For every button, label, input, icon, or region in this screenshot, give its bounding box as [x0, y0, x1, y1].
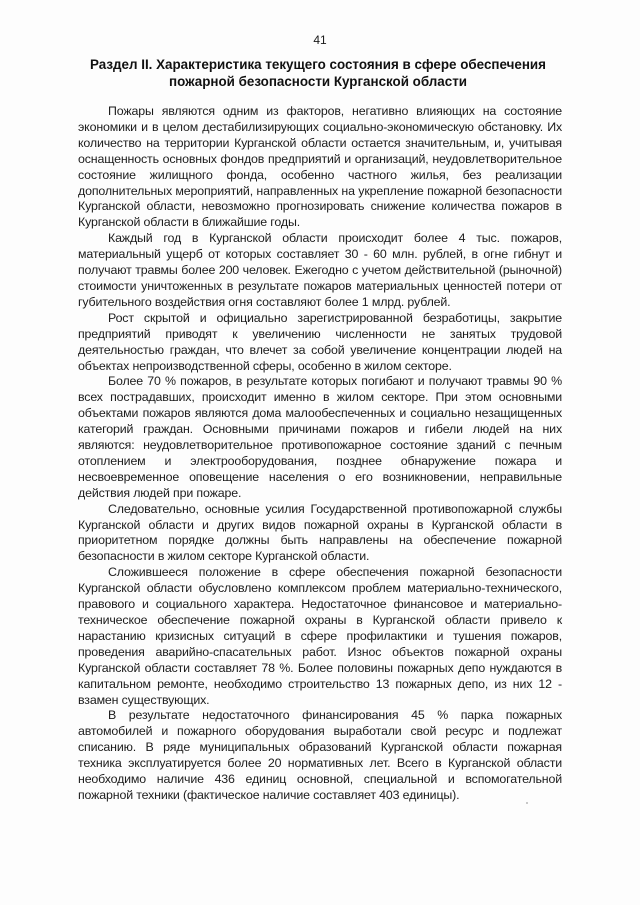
paragraph-5: Следовательно, основные усилия Государственной противопожарной службы Курганской области и других видов пожарной охраны в Курганской области в приоритетном порядке должны быть направлены на обеспечение пожарной безопасности в жилом секторе Курганской области.	[78, 501, 562, 564]
paragraph-4: Более 70 % пожаров, в результате которых погибают и получают травмы 90 % всех пострадавших, происходит именно в жилом секторе. При этом основными объектами пожаров являются дома малообеспеченных и социально незащищенных категорий граждан. Основными причинами пожаров и гибели людей на них являются: неудовлетворительное противопожарное состояние зданий с печным отоплением и электрооборудования, позднее обнаружение пожара и несвоевременное оповещение населения о его возникновении, неправильные действия людей при пожаре.	[78, 374, 562, 500]
paragraph-7: В результате недостаточного финансирования 45 % парка пожарных автомобилей и пожарного оборудования выработали свой ресурс и подлежат списанию. В ряде муниципальных образований Курганской области пожарная техника эксплуатируется более 20 нормативных лет. Всего в Курганской области необходимо наличие 436 единиц основной, специальной и вспомогательной пожарной техники (фактическое наличие составляет 403 единицы).	[78, 708, 562, 802]
paragraph-1: Пожары являются одним из факторов, негативно влияющих на состояние экономики и в целом дестабилизирующих социально-экономическую обстановку. Их количество на территории Курганской области остается значительным, и, учитывая оснащенность основных фондов предприятий и организаций, неудовлетворительное состояние жилищного фонда, особенно частного жилья, без реализации дополнительных мероприятий, направленных на укрепление пожарной безопасности Курганской области, невозможно прогнозировать снижение количества пожаров в Курганской области в ближайшие годы.	[78, 104, 562, 230]
paragraph-2: Каждый год в Курганской области происходит более 4 тыс. пожаров, материальный ущерб от которых составляет 30 - 60 млн. рублей, в огне гибнут и получают травмы более 200 человек. Ежегодно с учетом действительной (рыночной) стоимости уничтоженных в результате пожаров материальных ценностей потери от губительного воздействия огня составляют более 1 млрд. рублей.	[78, 231, 562, 309]
section-heading-line-2: пожарной безопасности Курганской области	[169, 74, 467, 89]
paragraph-6: Сложившееся положение в сфере обеспечения пожарной безопасности Курганской области обусловлено комплексом проблем материально-технического, правового и социального характера. Недостаточное финансовое и материально-техническое обеспечение пожарной охраны в Курганской области привело к нарастанию кризисных ситуаций в сфере профилактики и тушения пожаров, проведения аварийно-спасательных работ. Износ объектов пожарной охраны Курганской области составляет 78 %. Более половины пожарных депо нуждаются в капитальном ремонте, необходимо строительство 13 пожарных депо, из них 12 - взамен существующих.	[78, 565, 562, 707]
section-heading	[84, 56, 552, 90]
paragraph-3: Рост скрытой и официально зарегистрированной безработицы, закрытие предприятий приводят к увеличению численности не занятых трудовой деятельностью граждан, что влечет за собой увеличение концентрации людей на объектах непроизводственной сферы, особенно в жилом секторе.	[78, 310, 562, 373]
body-text	[78, 104, 562, 804]
section-heading-line-1: Раздел II. Характеристика текущего состояния в сфере обеспечения	[90, 57, 546, 72]
page-number: 41	[313, 33, 327, 47]
scan-speck	[526, 802, 528, 804]
